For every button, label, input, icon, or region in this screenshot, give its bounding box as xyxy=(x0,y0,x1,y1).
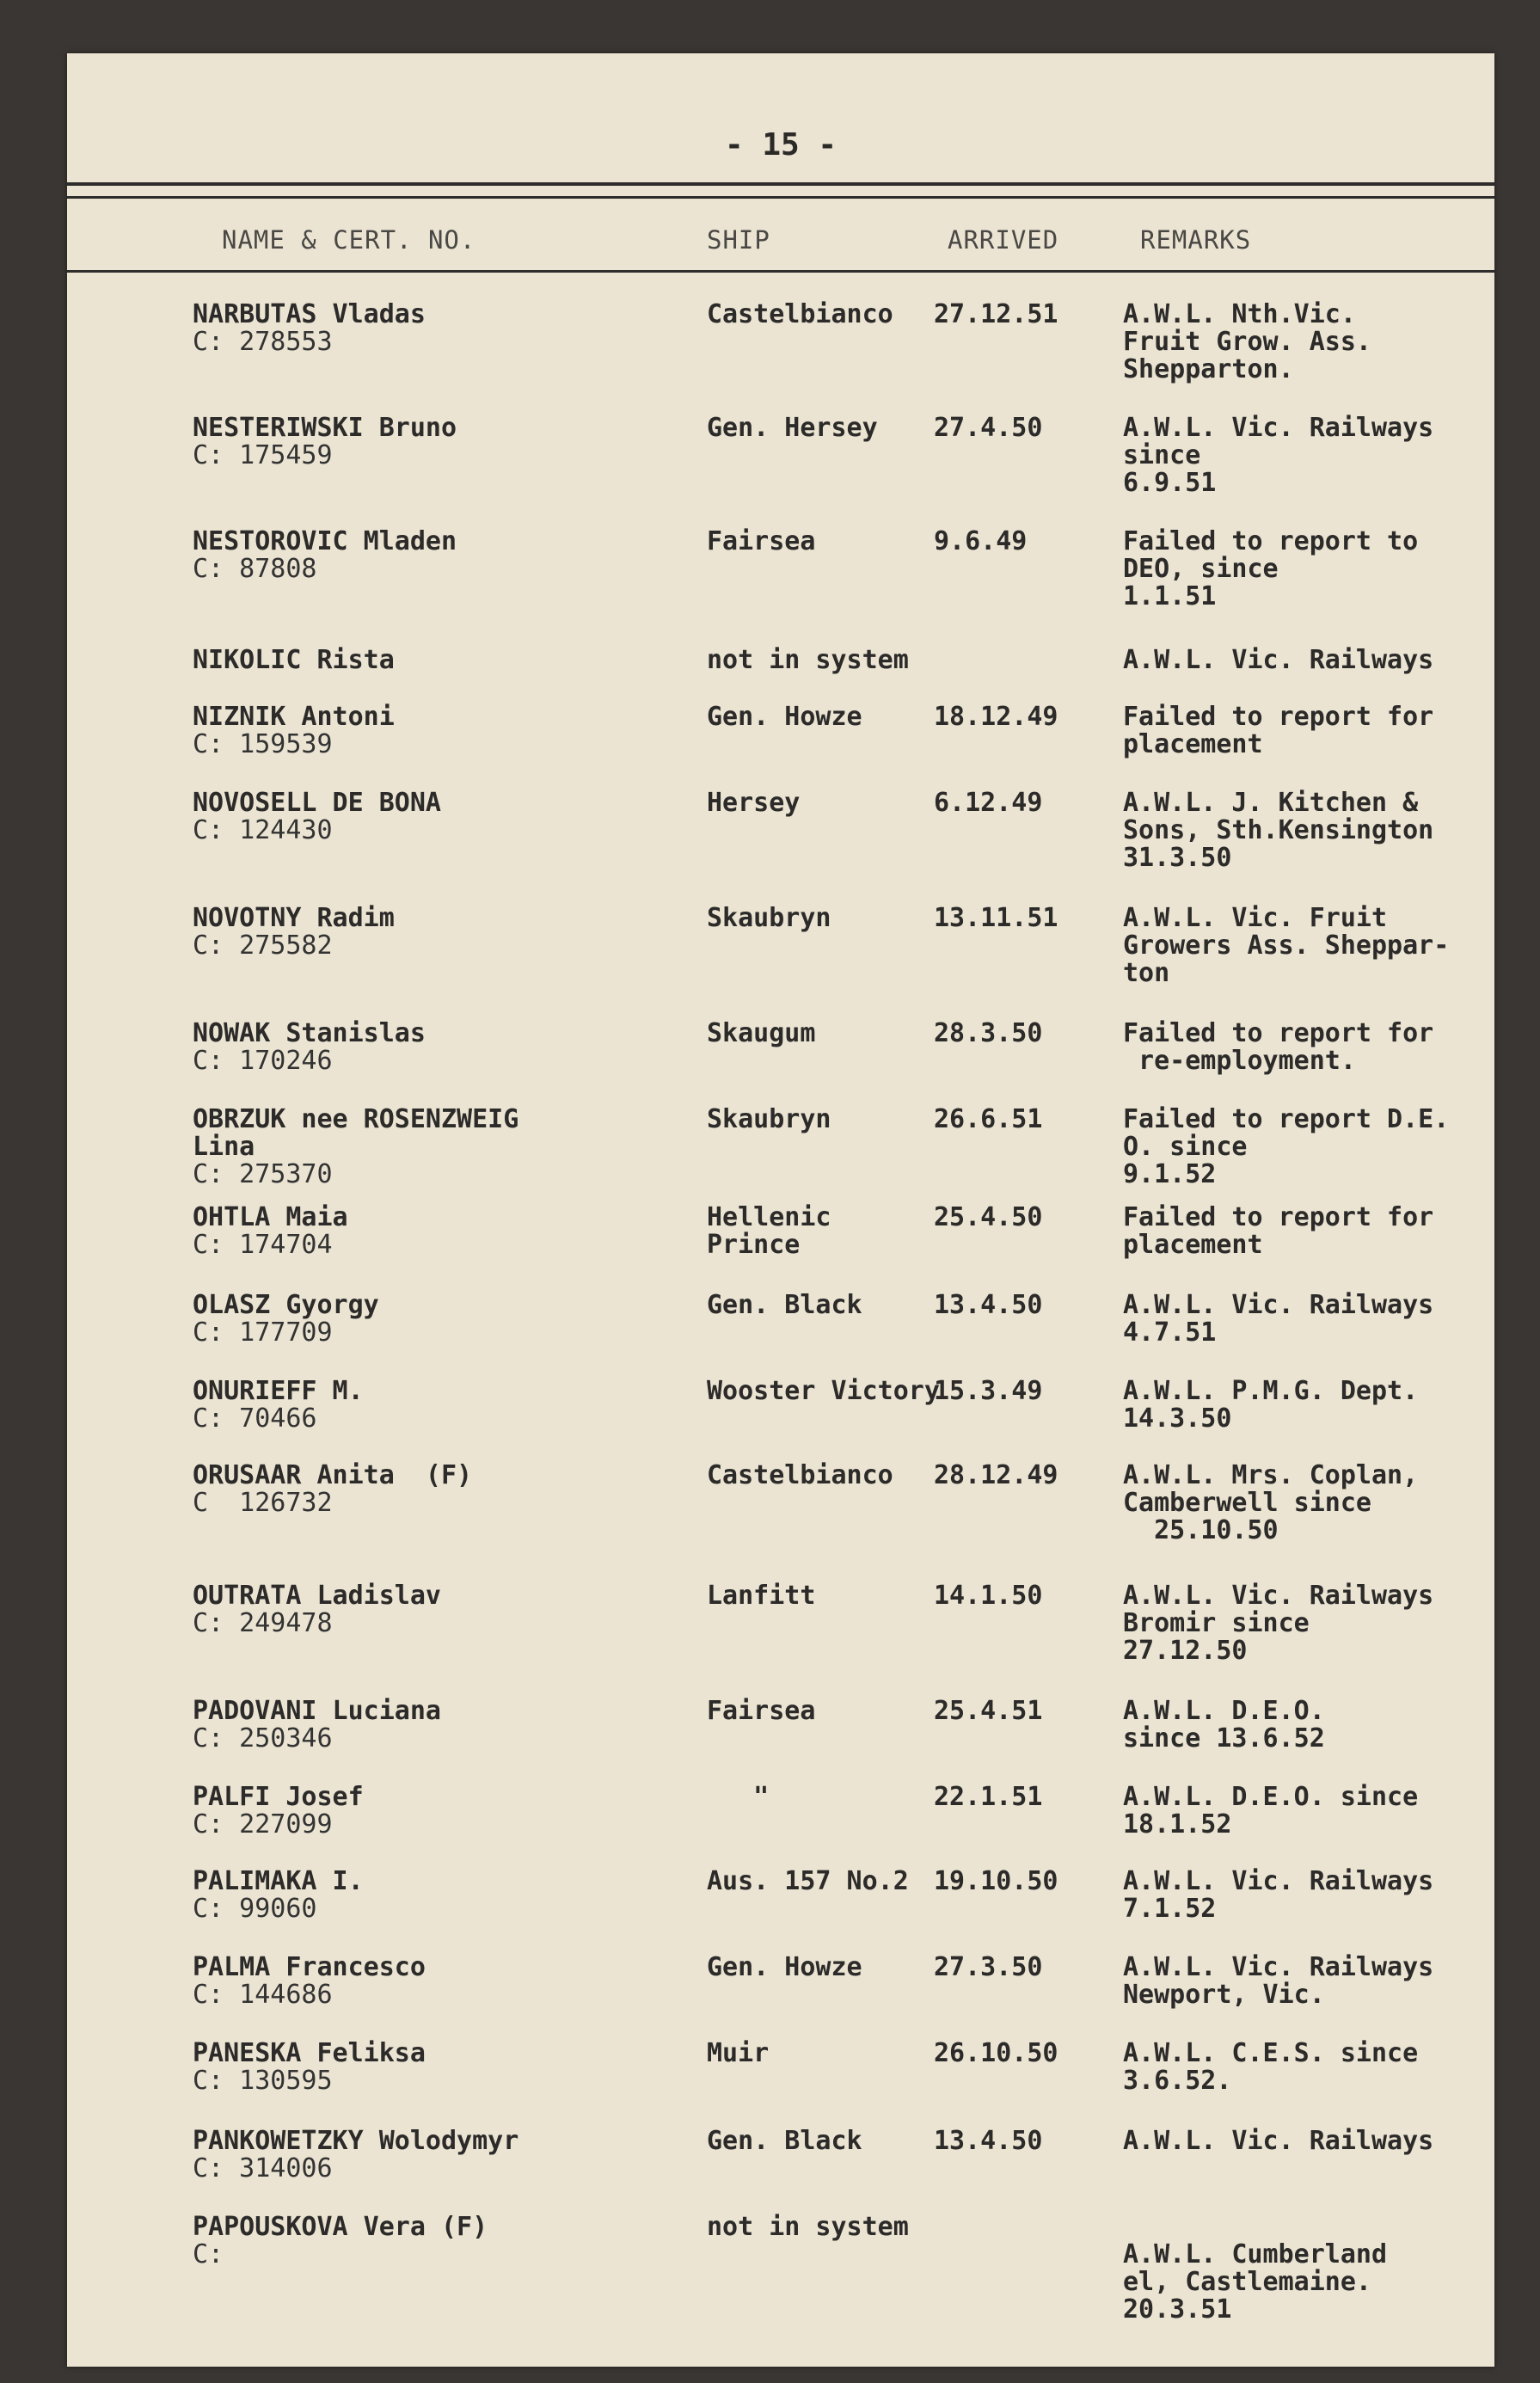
column-header-ship: SHIP xyxy=(707,225,770,255)
row-remarks: A.W.L. Mrs. Coplan, Camberwell since 25.10.50 xyxy=(1123,1460,1419,1545)
row-ship: Skaubryn xyxy=(707,1104,831,1134)
row-name: PAPOUSKOVA Vera (F) C: xyxy=(193,2212,488,2269)
row-arrived: 18.12.49 xyxy=(934,702,1058,732)
header-rule-top xyxy=(67,182,1494,186)
row-ship: Gen. Howze xyxy=(707,702,862,732)
row-remarks: A.W.L. Vic. Railways Newport, Vic. xyxy=(1123,1952,1434,2010)
row-arrived: 13.11.51 xyxy=(934,903,1058,933)
column-header-remarks: REMARKS xyxy=(1140,225,1252,255)
row-ship: Wooster Victory xyxy=(707,1376,940,1406)
row-name: PANKOWETZKY Wolodymyr C: 314006 xyxy=(193,2126,519,2183)
row-remarks: A.W.L. D.E.O. since 18.1.52 xyxy=(1123,1782,1419,1839)
row-arrived: 27.4.50 xyxy=(934,413,1043,443)
row-cert-number: C: 144686 xyxy=(193,1980,333,2010)
row-cert-number: C: 275370 xyxy=(193,1159,333,1189)
row-arrived: 25.4.51 xyxy=(934,1696,1043,1726)
row-name: OHTLA Maia C: 174704 xyxy=(193,1202,348,1260)
row-cert-number: C 126732 xyxy=(193,1488,333,1518)
header-rule-second xyxy=(67,196,1494,199)
row-ship: Lanfitt xyxy=(707,1581,816,1611)
row-cert-number: C: 170246 xyxy=(193,1046,333,1076)
row-arrived: 25.4.50 xyxy=(934,1202,1043,1232)
row-remarks: A.W.L. Vic. Railways xyxy=(1123,2126,1434,2156)
row-ship: Skaugum xyxy=(707,1018,816,1048)
row-name: NIKOLIC Rista xyxy=(193,645,395,675)
row-cert-number: C: 177709 xyxy=(193,1317,333,1348)
row-remarks: A.W.L. Vic. Fruit Growers Ass. Sheppar- ton xyxy=(1123,903,1450,988)
row-ship: Gen. Hersey xyxy=(707,413,878,443)
row-remarks: A.W.L. P.M.G. Dept. 14.3.50 xyxy=(1123,1376,1419,1434)
row-arrived: 13.4.50 xyxy=(934,1290,1043,1320)
row-cert-number: C: 278553 xyxy=(193,327,333,357)
row-arrived: 26.10.50 xyxy=(934,2038,1058,2068)
row-remarks: A.W.L. Vic. Railways xyxy=(1123,645,1434,675)
row-name: NESTERIWSKI Bruno C: 175459 xyxy=(193,413,457,470)
row-remarks: Failed to report to DEO, since 1.1.51 xyxy=(1123,526,1419,611)
row-arrived: 14.1.50 xyxy=(934,1581,1043,1611)
row-remarks: A.W.L. Vic. Railways since 6.9.51 xyxy=(1123,413,1434,498)
row-ship: Hellenic Prince xyxy=(707,1202,831,1260)
row-name: NARBUTAS Vladas C: 278553 xyxy=(193,299,426,357)
row-ship: Fairsea xyxy=(707,526,816,556)
row-arrived: 26.6.51 xyxy=(934,1104,1043,1134)
row-name: NIZNIK Antoni C: 159539 xyxy=(193,702,395,759)
row-name: PALIMAKA I. C: 99060 xyxy=(193,1866,364,1924)
row-ship: Skaubryn xyxy=(707,903,831,933)
row-ship: Hersey xyxy=(707,788,801,818)
row-name: PALFI Josef C: 227099 xyxy=(193,1782,364,1839)
row-ship: Castelbianco xyxy=(707,1460,893,1490)
row-ship: not in system xyxy=(707,645,909,675)
row-cert-number: C: 175459 xyxy=(193,440,333,470)
row-cert-number: C: 99060 xyxy=(193,1894,317,1924)
row-remarks: A.W.L. Cumberland el, Castlemaine. 20.3.51 xyxy=(1123,2239,1388,2325)
row-remarks: A.W.L. Vic. Railways 7.1.52 xyxy=(1123,1866,1434,1924)
row-ship: Gen. Black xyxy=(707,1290,862,1320)
row-arrived: 9.6.49 xyxy=(934,526,1028,556)
row-name: NOVOTNY Radim C: 275582 xyxy=(193,903,395,961)
row-arrived: 6.12.49 xyxy=(934,788,1043,818)
row-remarks: A.W.L. D.E.O. since 13.6.52 xyxy=(1123,1696,1325,1753)
row-cert-number: C: 314006 xyxy=(193,2153,333,2183)
row-ship: not in system xyxy=(707,2212,909,2242)
row-cert-number: C: 130595 xyxy=(193,2066,333,2096)
row-ship: " xyxy=(707,1782,770,1812)
row-remarks: A.W.L. Vic. Railways 4.7.51 xyxy=(1123,1290,1434,1348)
row-remarks: Failed to report for re-employment. xyxy=(1123,1018,1434,1076)
row-cert-number: C: xyxy=(193,2239,224,2269)
document-page xyxy=(67,53,1494,2367)
column-header-arrived: ARRIVED xyxy=(948,225,1059,255)
row-remarks: A.W.L. Vic. Railways Bromir since 27.12.50 xyxy=(1123,1581,1434,1666)
row-name: OUTRATA Ladislav C: 249478 xyxy=(193,1581,441,1638)
page-number: - 15 - xyxy=(724,127,837,163)
row-ship: Castelbianco xyxy=(707,299,893,329)
row-cert-number: C: 249478 xyxy=(193,1608,333,1638)
header-rule-bottom xyxy=(67,270,1494,273)
row-cert-number: C: 70466 xyxy=(193,1403,317,1434)
row-ship: Muir xyxy=(707,2038,770,2068)
row-cert-number: C: 174704 xyxy=(193,1230,333,1260)
row-name: PALMA Francesco C: 144686 xyxy=(193,1952,426,2010)
row-arrived: 13.4.50 xyxy=(934,2126,1043,2156)
row-arrived: 27.12.51 xyxy=(934,299,1058,329)
row-name: ORUSAAR Anita (F) C 126732 xyxy=(193,1460,473,1518)
row-name: OBRZUK nee ROSENZWEIG Lina C: 275370 xyxy=(193,1104,519,1189)
row-cert-number: C: 250346 xyxy=(193,1723,333,1753)
row-name: NOWAK Stanislas C: 170246 xyxy=(193,1018,426,1076)
row-arrived: 28.3.50 xyxy=(934,1018,1043,1048)
row-name: NOVOSELL DE BONA C: 124430 xyxy=(193,788,441,845)
row-name: PADOVANI Luciana C: 250346 xyxy=(193,1696,441,1753)
row-name: PANESKA Feliksa C: 130595 xyxy=(193,2038,426,2096)
column-header-name-cert: NAME & CERT. NO. xyxy=(222,225,476,255)
row-name: ONURIEFF M. C: 70466 xyxy=(193,1376,364,1434)
row-cert-number: C: 124430 xyxy=(193,815,333,845)
row-arrived: 28.12.49 xyxy=(934,1460,1058,1490)
row-remarks: Failed to report D.E. O. since 9.1.52 xyxy=(1123,1104,1450,1189)
row-name: OLASZ Gyorgy C: 177709 xyxy=(193,1290,379,1348)
row-remarks: A.W.L. Nth.Vic. Fruit Grow. Ass. Shepparton. xyxy=(1123,299,1371,384)
row-remarks: A.W.L. J. Kitchen & Sons, Sth.Kensington 31.3.50 xyxy=(1123,788,1434,873)
row-arrived: 19.10.50 xyxy=(934,1866,1058,1896)
row-cert-number: C: 159539 xyxy=(193,729,333,759)
row-ship: Gen. Black xyxy=(707,2126,862,2156)
row-arrived: 27.3.50 xyxy=(934,1952,1043,1982)
row-name: NESTOROVIC Mladen C: 87808 xyxy=(193,526,457,584)
row-cert-number: C: 275582 xyxy=(193,930,333,961)
row-remarks: Failed to report for placement xyxy=(1123,702,1434,759)
row-arrived: 22.1.51 xyxy=(934,1782,1043,1812)
row-remarks: A.W.L. C.E.S. since 3.6.52. xyxy=(1123,2038,1419,2096)
row-cert-number: C: 227099 xyxy=(193,1809,333,1839)
row-ship: Aus. 157 No.2 xyxy=(707,1866,909,1896)
row-remarks: Failed to report for placement xyxy=(1123,1202,1434,1260)
row-cert-number: C: 87808 xyxy=(193,554,317,584)
row-ship: Fairsea xyxy=(707,1696,816,1726)
row-ship: Gen. Howze xyxy=(707,1952,862,1982)
row-arrived: 15.3.49 xyxy=(934,1376,1043,1406)
